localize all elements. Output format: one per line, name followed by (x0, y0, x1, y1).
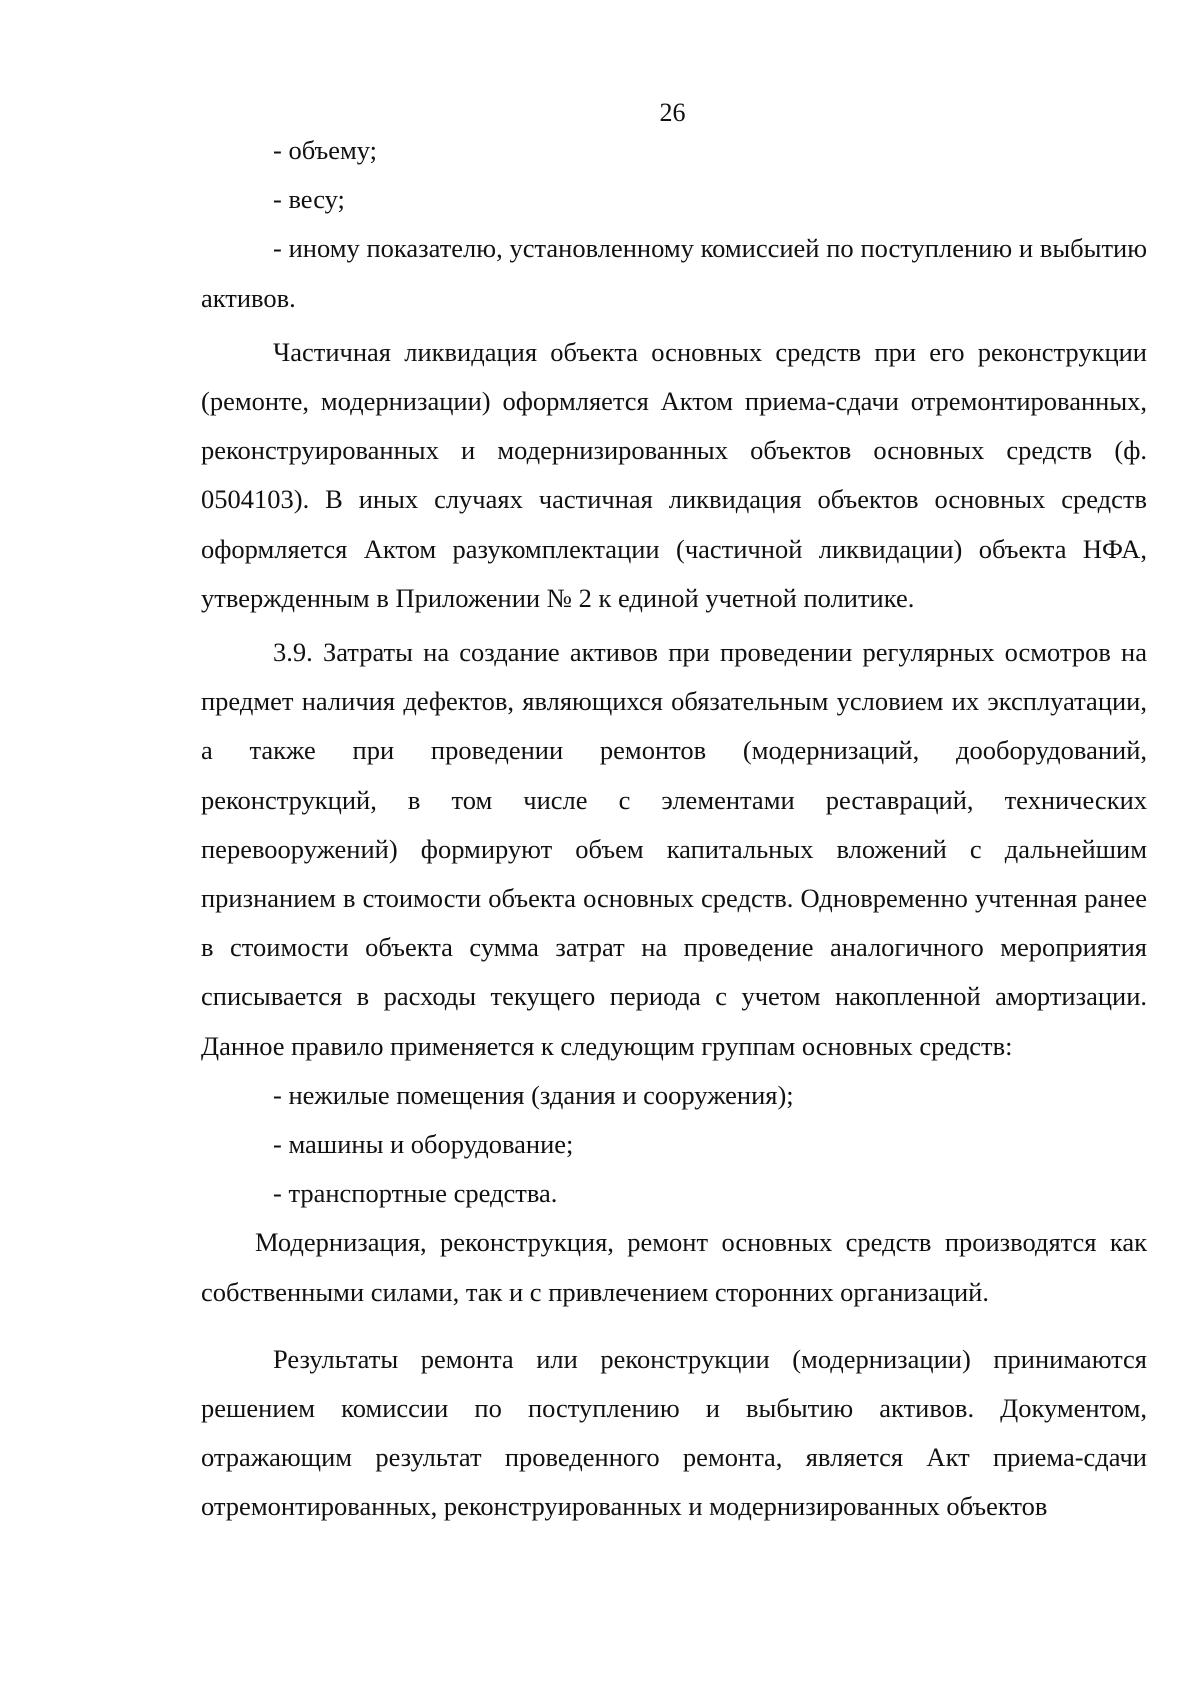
list-item-other-indicator: - иному показателю, установленному комиссией по поступлению и выбытию активов. (201, 233, 1147, 313)
paragraph-repair-results: Результаты ремонта или реконструкции (модернизации) принимаются решением комиссии по поступлению и выбытию активов. Документом, отражающим результат проведенного ремонта, является Акт приема-сдачи отремонтированных, реконструированных и модернизированных объектов (201, 1343, 1147, 1522)
document-body (201, 126, 1147, 1532)
paragraph-section-3-9: 3.9. Затраты на создание активов при проведении регулярных осмотров на предмет наличия дефектов, являющихся обязательным условием их эксплуатации, а также при проведении ремонтов (модернизаций, дооборудований, реконструкций, в том числе с элементами реставраций, технических перевооружений) формируют объем капитальных вложений с дальнейшим признанием в стоимости объекта основных средств. Одновременно учтенная ранее в стоимости объекта сумма затрат на проведение аналогичного мероприятия списывается в расходы текущего периода с учетом накопленной амортизации. Данное правило применяется к следующим группам основных средств: (201, 637, 1147, 1061)
page-number: 26 (659, 98, 686, 127)
list-item-non-residential: - нежилые помещения (здания и сооружения); (273, 1079, 794, 1110)
paragraph-modernization: Модернизация, реконструкция, ремонт основных средств производятся как собственными силами, так и с привлечением сторонних организаций. (201, 1227, 1147, 1307)
list-item-volume: - объему; (273, 135, 378, 165)
list-item-machinery: - машины и оборудование; (273, 1129, 574, 1160)
paragraph-partial-liquidation: Частичная ликвидация объекта основных средств при его реконструкции (ремонте, модернизации) оформляется Актом приема-сдачи отремонтированных, реконструированных и модернизированных объектов основных средств (ф. 0504103). В иных случаях частичная ликвидация объектов основных средств оформляется Актом разукомплектации (частичной ликвидации) объекта НФА, утвержденным в Приложении № 2 к единой учетной политике. (201, 336, 1147, 613)
list-item-weight: - весу; (273, 184, 345, 215)
list-item-vehicles: - транспортные средства. (273, 1178, 558, 1209)
